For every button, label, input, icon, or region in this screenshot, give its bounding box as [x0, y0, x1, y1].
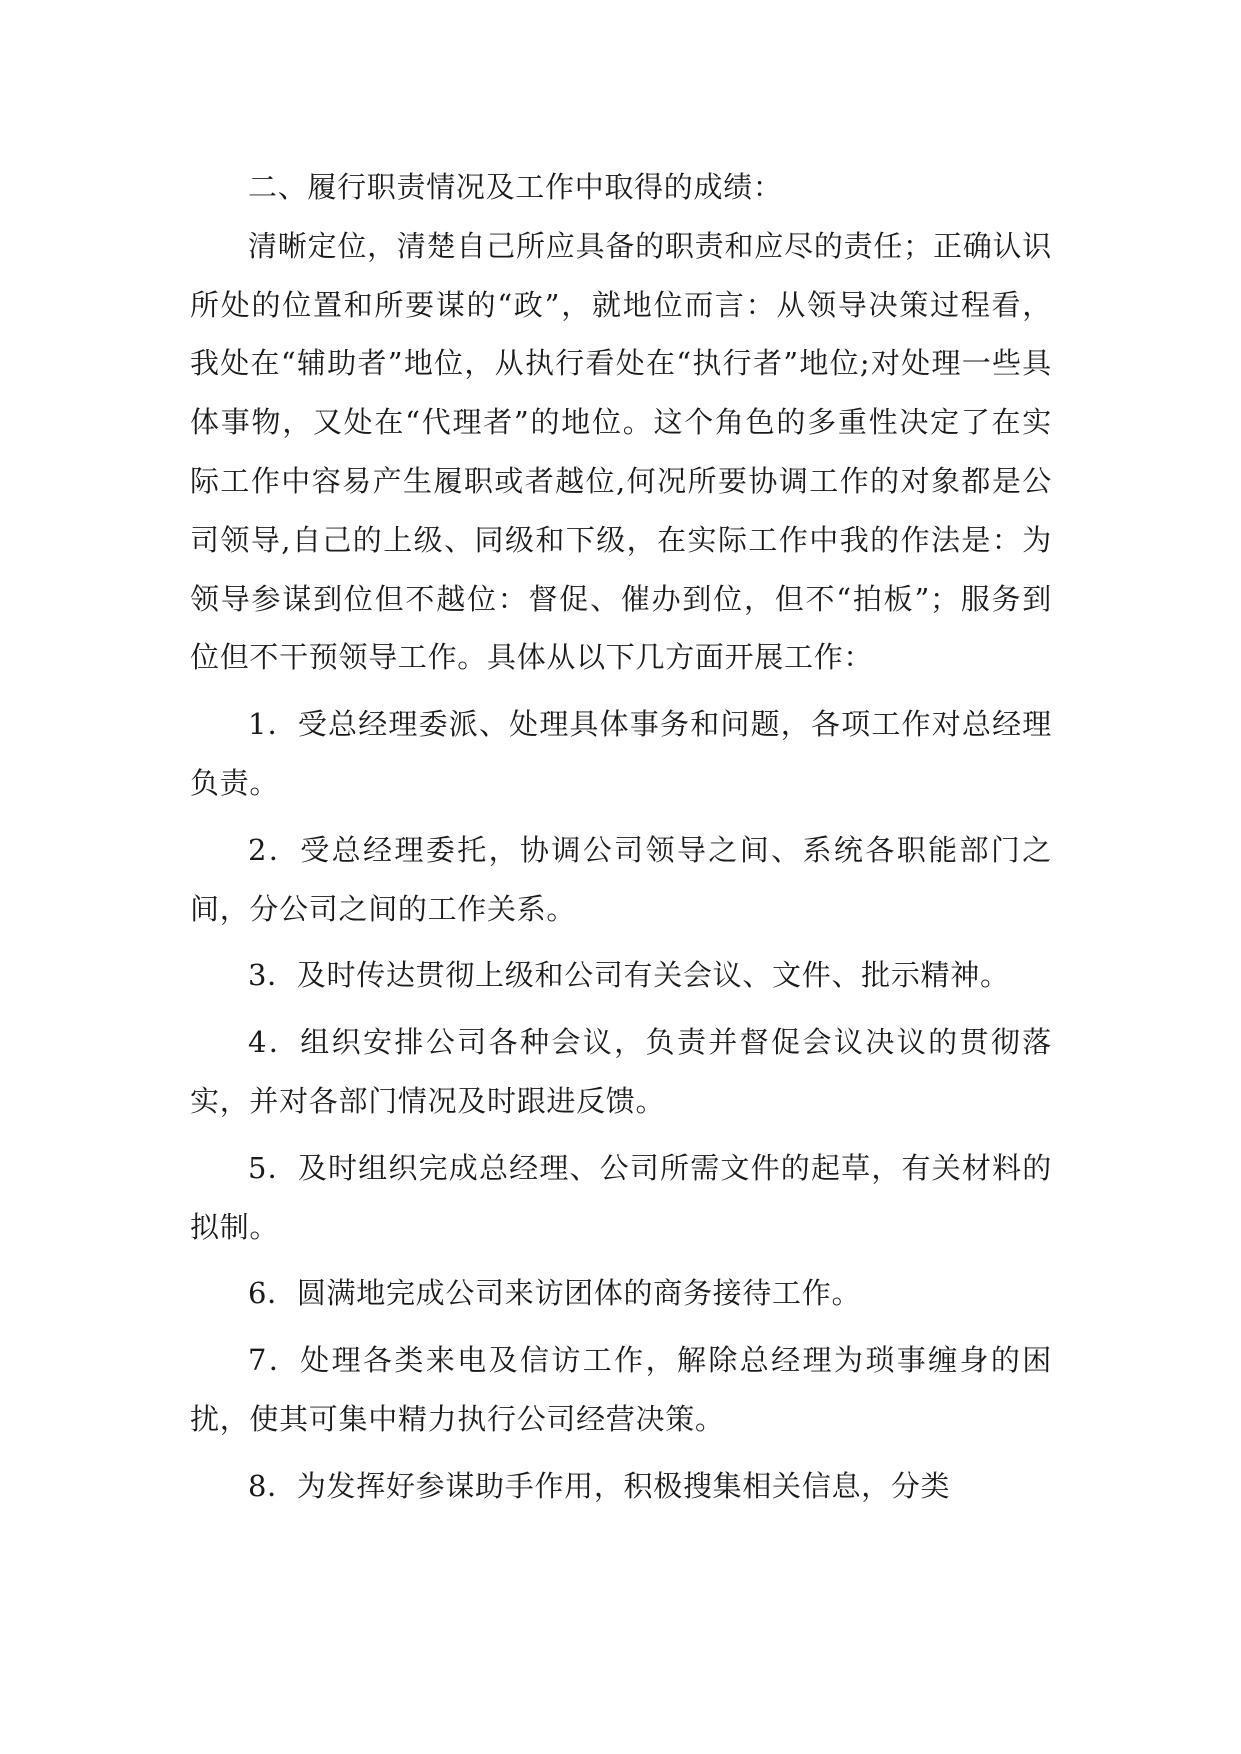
document-body: [190, 158, 1052, 1516]
intro-paragraph: 清晰定位，清楚自己所应具备的职责和应尽的责任；正确认识所处的位置和所要谋的“政”，就地位而言：从领导决策过程看，我处在“辅助者”地位，从执行看处在“执行者”地位;对处理一些具体事物，又处在“代理者”的地位。这个角色的多重性决定了在实际工作中容易产生履职或者越位,何况所要协调工作的对象都是公司领导,自己的上级、同级和下级，在实际工作中我的作法是：为领导参谋到位但不越位：督促、催办到位，但不“拍板”；服务到位但不干预领导工作。具体从以下几方面开展工作：: [190, 228, 1052, 675]
list-item: 7．处理各类来电及信访工作，解除总经理为琐事缠身的困扰，使其可集中精力执行公司经营决策。: [190, 1343, 1052, 1436]
list-item: 3．及时传达贯彻上级和公司有关会议、文件、批示精神。: [248, 958, 1010, 993]
list-item: 8．为发挥好参谋助手作用，积极搜集相关信息，分类: [248, 1468, 951, 1503]
list-item: 5．及时组织完成总经理、公司所需文件的起草，有关材料的拟制。: [190, 1150, 1052, 1244]
list-item: 1．受总经理委派、处理具体事务和问题，各项工作对总经理负责。: [190, 707, 1052, 800]
list-item: 6．圆满地完成公司来访团体的商务接待工作。: [248, 1276, 862, 1311]
section-heading: 二、履行职责情况及工作中取得的成绩：: [248, 170, 783, 204]
list-item: 4．组织安排公司各种会议，负责并督促会议决议的贯彻落实，并对各部门情况及时跟进反馈。: [190, 1025, 1052, 1118]
list-item: 2．受总经理委托，协调公司领导之间、系统各职能部门之间，分公司之间的工作关系。: [190, 832, 1052, 926]
